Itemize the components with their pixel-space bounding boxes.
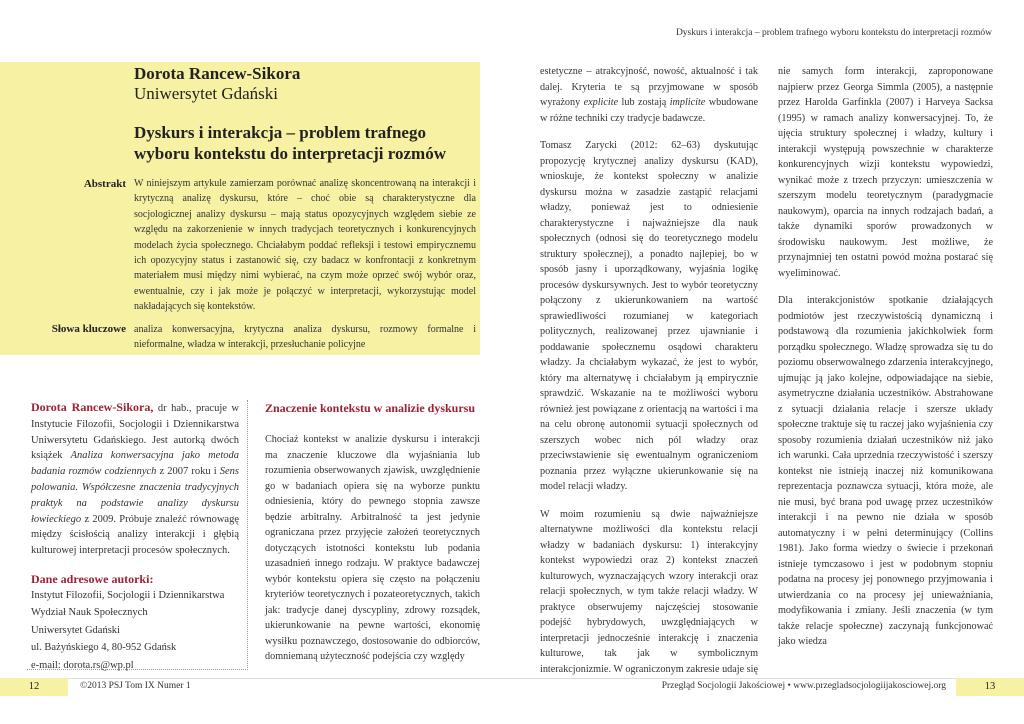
address-line: Wydział Nauk Społecznych	[31, 607, 148, 619]
author-bio-text: z 2009. Próbuje znaleźć równowagę między ścisłością analizy interakcji i głębią kulturowej interpretacji procesów społecznych.	[31, 513, 239, 557]
page-number-left: 12	[0, 678, 68, 696]
book-title: Sens polowania. Współczesne znaczenia tradycyjnych praktyk na podstawie analizy dyskursu łowieckiego	[31, 466, 240, 525]
paragraph: W moim rozumieniu są dwie najważniejsze alternatywne możliwości dla kontekstu relacji władzy w badaniach dyskursu: 1) interakcyjny kontekst wypowiedzi oraz 2) kontekst znaczeń kulturowych, wyznaczających wzory interakcji oraz relacji społecznych, w tym także relacji władzy. W praktyce obserwujemy najczęściej stosowanie podejść hybrydowych, uwzględniających w interpretacji jednocześnie interakcję i znaczenia kulturowe, tak jak w symbolicznym interakcjonizmie. W ograniczonym zakresie udaje się	[540, 508, 759, 675]
paragraph: nie samych form interakcji, zaproponowane najpierw przez Georga Simmla (2005), a następnie przez Harolda Garfinkla (2007) i Harveya Sacksa (1995) w ramach analizy konwersacyjnej. To, że ujęcia struktury społecznej i władzy, kultury i interakcji występują powszechnie w charakterze konkurencyjnych wizji kontekstu wypowiedzi, wynikać może z trzech przyczyn: umieszczenia w szerszym modelu teoretycznym (paradygmacie naukowym), oparcia na innych rodzajach badań, a także dynamiki sporów prowadzonych w środowisku naukowym. Jest możliwe, że przynajmniej ten ostatni powód można postarać się wyeliminować.	[778, 66, 993, 279]
footer-left-text: ©2013 PSJ Tom IX Numer 1	[80, 681, 191, 691]
text-run: wbudowane w różne techniki czy tradycje badawcze.	[540, 97, 758, 124]
body-column-2	[265, 432, 480, 677]
body-column-3	[540, 64, 758, 705]
text-run: lub zostają	[618, 97, 670, 108]
abstract-label: Abstrakt	[83, 178, 126, 190]
body-column-4	[778, 64, 993, 662]
paragraph: Tomasz Zarycki (2012: 62–63) dyskutując propozycję krytycznej analizy dyskursu (KAD), wnioskuje, że kontekst społeczny w analizie dyskursu można w zasadzie zastąpić relacjami władzy, ponieważ jest to odniesienie charakterystyczne i najważniejsze dla nauk społecznych (odnosi się do teoretycznego modelu struktury społecznej), a ponadto najlepiej, bo w sposób jasny i uporządkowany, wyjaśnia logikę procesów dyskursywnych. Jest to wybór teoretyczny połączony z ukierunkowaniem na wartość sprawiedliwości rozumianej w kategoriach politycznych, realizowanej przez ujawnianie i poddawanie społecznemu osądowi charakteru władzy. Ja chciałabym wykazać, że jest to wybór, który ma alternatywę i chciałabym ją empirycznie sprawdzić. Wskazanie na te możliwości wyboru również jest powiązane z orientacją na wartości i ma na celu obronę autonomii sytuacji społecznych od szerszych wobec nich pól władzy oraz przeciwstawienie się ewentualnym ograniczeniom poznania przez wyłączne ukierunkowanie się na model relacji władzy.	[540, 140, 758, 492]
author-bio-text: dr hab., pracuje w Instytucie Filozofii, Socjologii i Dziennikarstwa Uniwersytetu Gdańskiego. Jest autorką dwóch książek	[31, 403, 240, 462]
author-bio	[31, 400, 239, 559]
paragraph: Dla interakcjonistów spotkanie działających podmiotów jest rzeczywistością dynamiczną i podstawową dla rozumienia jakichkolwiek form porządku społecznego. Władzę sprowadza się tu do poziomu obserwowalnego zdarzenia interakcyjnego, ujmując ją jako kolejne, odpowiadające na siebie, asymetryczne działania uczestników. Abstrahowane z sytuacji działania relacje i szersze układy społeczne traktuje się tu raczej jako wyjaśnienia czy sposoby rozumienia działań uczestników niż jako ich warunki. Cała uprzednia rzeczywistość i szerszy kontekst nie istnieją inaczej niż komunikowana reprezentacja poznawcza sytuacji, która może, ale nie musi, być brana pod uwagę przez uczestników interakcji i na pewno nie działa w sposób automatyczny i w pełni determinujący (Collins 1981). Jako forma wiedzy o świecie i przekonań istnieje tymczasowo i jest w podobnym stopniu podatna na procesy jej ponownego przyjmowania i utwierdzania co na procesy jej unieważniania, modyfikowania i zmiany. Jeśli znaczenia (w tym także relacje społeczne) zaczynają funkcjonować jako wiedza	[778, 295, 993, 647]
paragraph	[540, 64, 758, 126]
email-line: e-mail: dorota.rs@wp.pl	[31, 659, 134, 671]
article-title: Dyskurs i interakcja – problem trafnego wyboru kontekstu do interpretacji rozmów	[134, 123, 446, 163]
text-run-italic: explicite	[583, 97, 619, 108]
address-heading: Dane adresowe autorki:	[31, 571, 154, 586]
abstract-text: W niniejszym artykule zamierzam porównać analizę skoncentrowaną na interakcji i krytyczną analizę dyskursu, które – choć obie są charakterystyczne dla socjologicznej analizy dyskursu – mają status opozycyjnych względem siebie ze względu na zakorzenienie w innych tradycjach teoretycznych i konkurencyjnych modelach życia społecznego. Chciałabym poddać refleksji i testowi empirycznemu ich opozycyjny status i zastanowić się, czy badacz w konfrontacji z konkretnym materiałem musi między nimi wybierać, na czym może oprzeć swój wybór oraz, ewentualnie, czy i jak może je połączyć w interpretacji, wykorzystując model nakładających się kontekstów.	[134, 178, 476, 313]
author-box-name: Dorota Rancew-Sikora,	[31, 400, 154, 414]
author-bio-text: z 2007 roku i	[156, 466, 220, 478]
footer-right-text: Przegląd Socjologii Jakościowej • www.przegladsocjologiijakosciowej.org	[661, 681, 946, 691]
book-title: Analiza konwersacyjna jako metoda badania rozmów codziennych	[31, 450, 239, 478]
section-heading: Znaczenie kontekstu w analizie dyskursu	[265, 401, 476, 415]
keywords-text: analiza konwersacyjna, krytyczna analiza dyskursu, rozmowy formalne i nieformalne, władza w interakcji, przesłuchanie policyjne	[134, 324, 476, 351]
running-head: Dyskurs i interakcja – problem trafnego wyboru kontekstu do interpretacji rozmów	[675, 28, 992, 38]
author-name: Dorota Rancew-Sikora	[134, 64, 301, 83]
author-affiliation: Uniwersytet Gdański	[134, 84, 279, 103]
paragraph: Chociaż kontekst w analizie dyskursu i interakcji ma znaczenie kluczowe dla wyjaśniania lub rozumienia obserwowanych zjawisk, uwzględnienie go w badaniach opiera się na wyborze punktu odniesienia, który do pewnego stopnia zawsze będzie arbitralny. Arbitralność ta jest jedynie ograniczana przez przyjęcie założeń teoretycznych dotyczących istotności kontekstu lub podania uzasadnień innego rodzaju. W praktyce badawczej wybór kontekstu opiera się często na połączeniu kryteriów teoretycznych i pozateoretycznych, takich jak: tradycje danej dyscypliny, zdrowy rozsądek, ukierunkowanie na pewne wartości, ekonomię wysiłku poznawczego, dostosowanie do odbiorców, domniemaną użyteczność podejścia czy względy	[265, 434, 480, 662]
author-box	[27, 400, 248, 670]
text-run-italic: implicite	[669, 97, 706, 108]
address-line: Instytut Filozofii, Socjologii i Dziennikarstwa	[31, 589, 225, 601]
keywords-label: Słowa kluczowe	[51, 323, 126, 335]
page-number-right: 13	[956, 678, 1024, 696]
text-run: estetyczne – atrakcyjność, nowość, aktualność i tak dalej. Kryteria te są przyjmowane w sposób wyrażony	[540, 66, 758, 108]
address-line: ul. Bażyńskiego 4, 80-952 Gdańsk	[31, 642, 177, 654]
address-line: Uniwersytet Gdański	[31, 624, 120, 636]
